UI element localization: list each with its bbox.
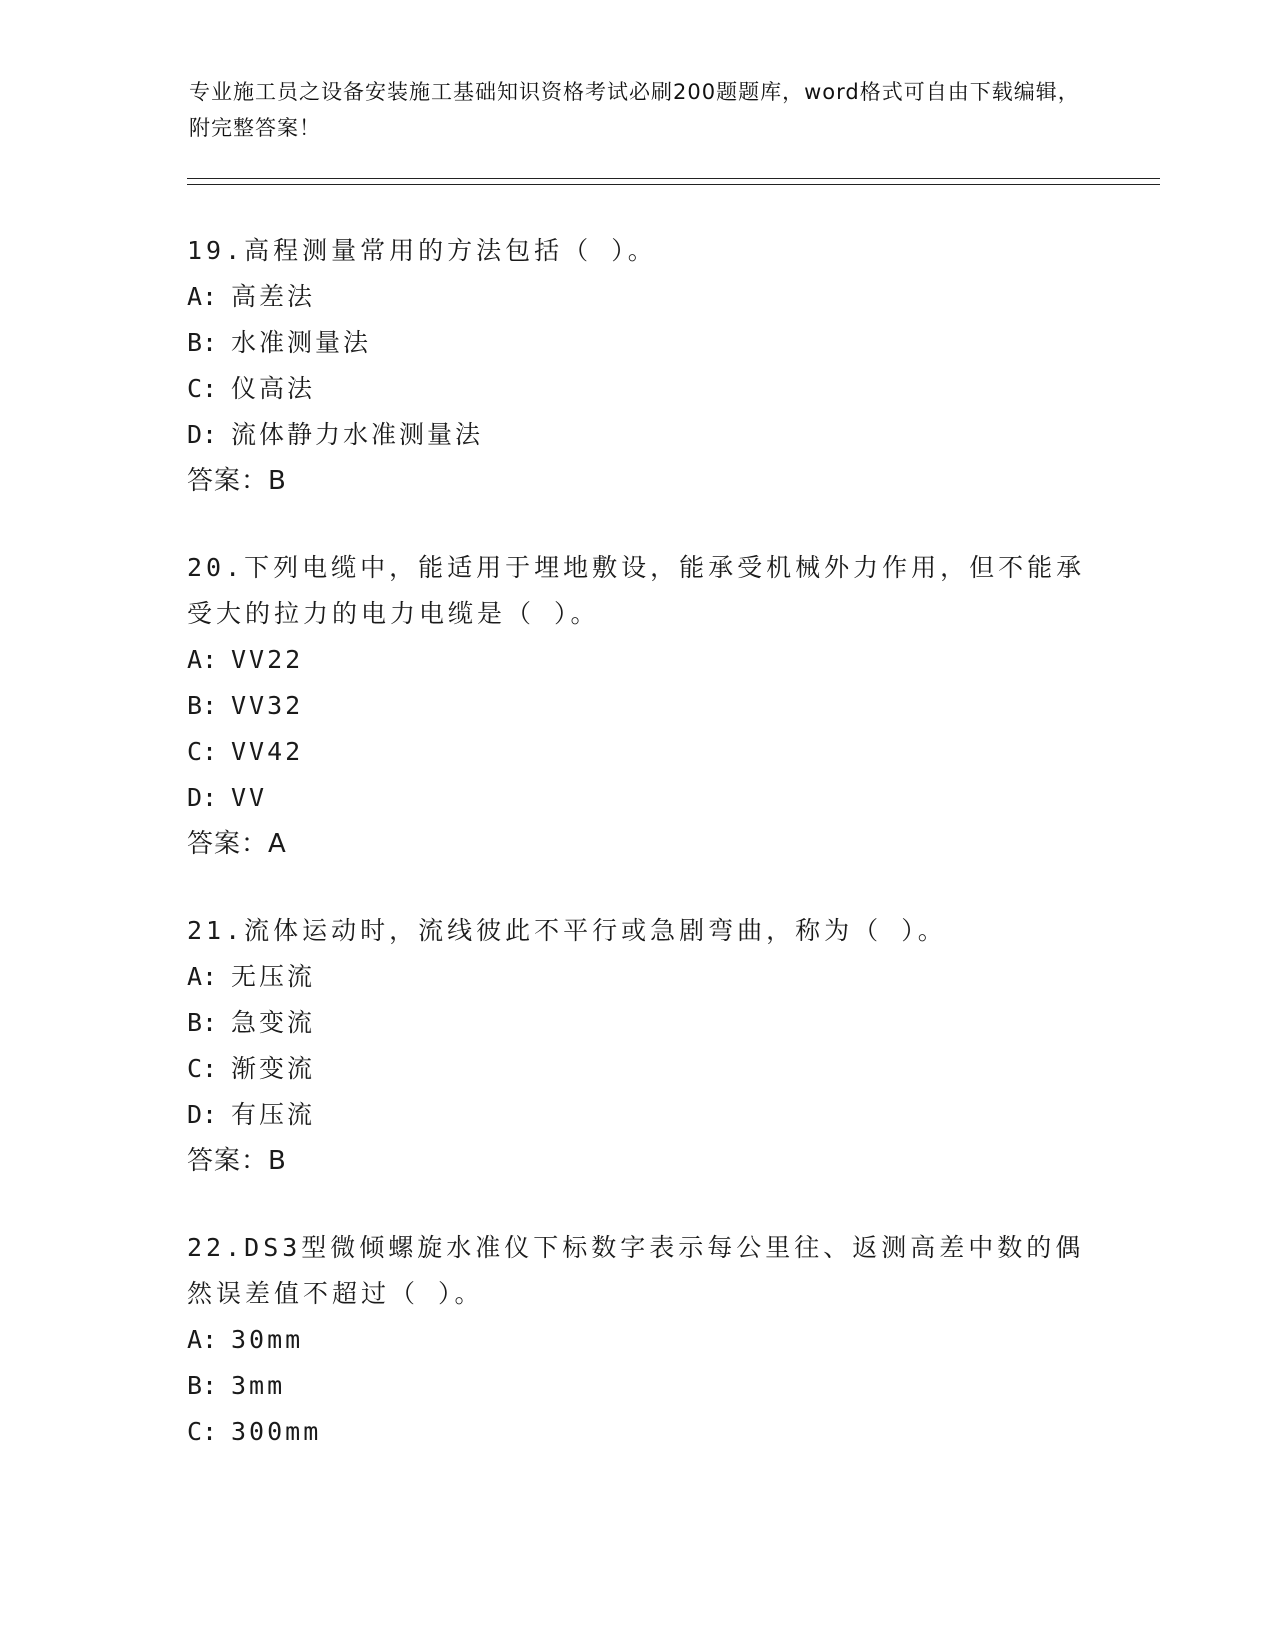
- option-a: [187, 1317, 1087, 1363]
- option-b: [187, 320, 1087, 366]
- option-letter: D:: [187, 1100, 218, 1129]
- option-c: [187, 1046, 1087, 1092]
- option-letter: A:: [187, 282, 218, 311]
- document-header: 专业施工员之设备安装施工基础知识资格考试必刷200题题库，word格式可自由下载编辑，附完整答案！: [189, 80, 1080, 140]
- option-b: [187, 1363, 1087, 1409]
- option-a: [187, 954, 1087, 1000]
- option-text: 高差法: [231, 282, 316, 311]
- option-letter: C:: [187, 374, 218, 403]
- question-22: [187, 1225, 1087, 1455]
- option-b: [187, 1000, 1087, 1046]
- option-b: [187, 683, 1087, 729]
- option-text: 无压流: [231, 962, 316, 991]
- question-stem: 21.流体运动时，流线彼此不平行或急剧弯曲，称为（ ）。: [187, 916, 947, 945]
- header-divider-bottom: [187, 184, 1160, 185]
- option-letter: C:: [187, 1054, 218, 1083]
- option-c: [187, 729, 1087, 775]
- option-letter: D:: [187, 783, 218, 812]
- answer-line: 答案：B: [187, 1146, 287, 1176]
- option-c: [187, 366, 1087, 412]
- option-letter: B:: [187, 1008, 218, 1037]
- option-text: VV: [231, 783, 268, 812]
- header-divider-top: [187, 178, 1160, 179]
- option-text: 急变流: [231, 1008, 316, 1037]
- option-text: 30mm: [231, 1325, 304, 1354]
- question-stem: 20.下列电缆中，能适用于埋地敷设，能承受机械外力作用，但不能承受大的拉力的电力电缆是（ ）。: [187, 553, 1086, 628]
- option-letter: A:: [187, 645, 218, 674]
- option-text: 300mm: [231, 1417, 322, 1446]
- answer-line: 答案：A: [187, 829, 287, 859]
- option-letter: B:: [187, 691, 218, 720]
- question-20: [187, 545, 1087, 867]
- option-letter: C:: [187, 1417, 218, 1446]
- option-letter: C:: [187, 737, 218, 766]
- option-text: VV42: [231, 737, 304, 766]
- answer-line: 答案：B: [187, 466, 287, 496]
- option-letter: A:: [187, 1325, 218, 1354]
- option-c: [187, 1409, 1087, 1455]
- question-stem: 19.高程测量常用的方法包括（ ）。: [187, 236, 657, 265]
- option-text: VV32: [231, 691, 304, 720]
- option-d: [187, 775, 1087, 821]
- option-text: 3mm: [231, 1371, 286, 1400]
- option-a: [187, 637, 1087, 683]
- option-text: VV22: [231, 645, 304, 674]
- option-text: 仪高法: [231, 374, 316, 403]
- option-letter: B:: [187, 1371, 218, 1400]
- option-d: [187, 412, 1087, 458]
- option-letter: D:: [187, 420, 218, 449]
- option-letter: B:: [187, 328, 218, 357]
- question-21: [187, 908, 1087, 1184]
- option-text: 水准测量法: [231, 328, 372, 357]
- option-text: 流体静力水准测量法: [231, 420, 484, 449]
- option-letter: A:: [187, 962, 218, 991]
- option-a: [187, 274, 1087, 320]
- option-text: 渐变流: [231, 1054, 316, 1083]
- question-stem: 22.DS3型微倾螺旋水准仪下标数字表示每公里往、返测高差中数的偶然误差值不超过（ ）。: [187, 1233, 1085, 1308]
- option-text: 有压流: [231, 1100, 316, 1129]
- option-d: [187, 1092, 1087, 1138]
- question-19: [187, 228, 1087, 504]
